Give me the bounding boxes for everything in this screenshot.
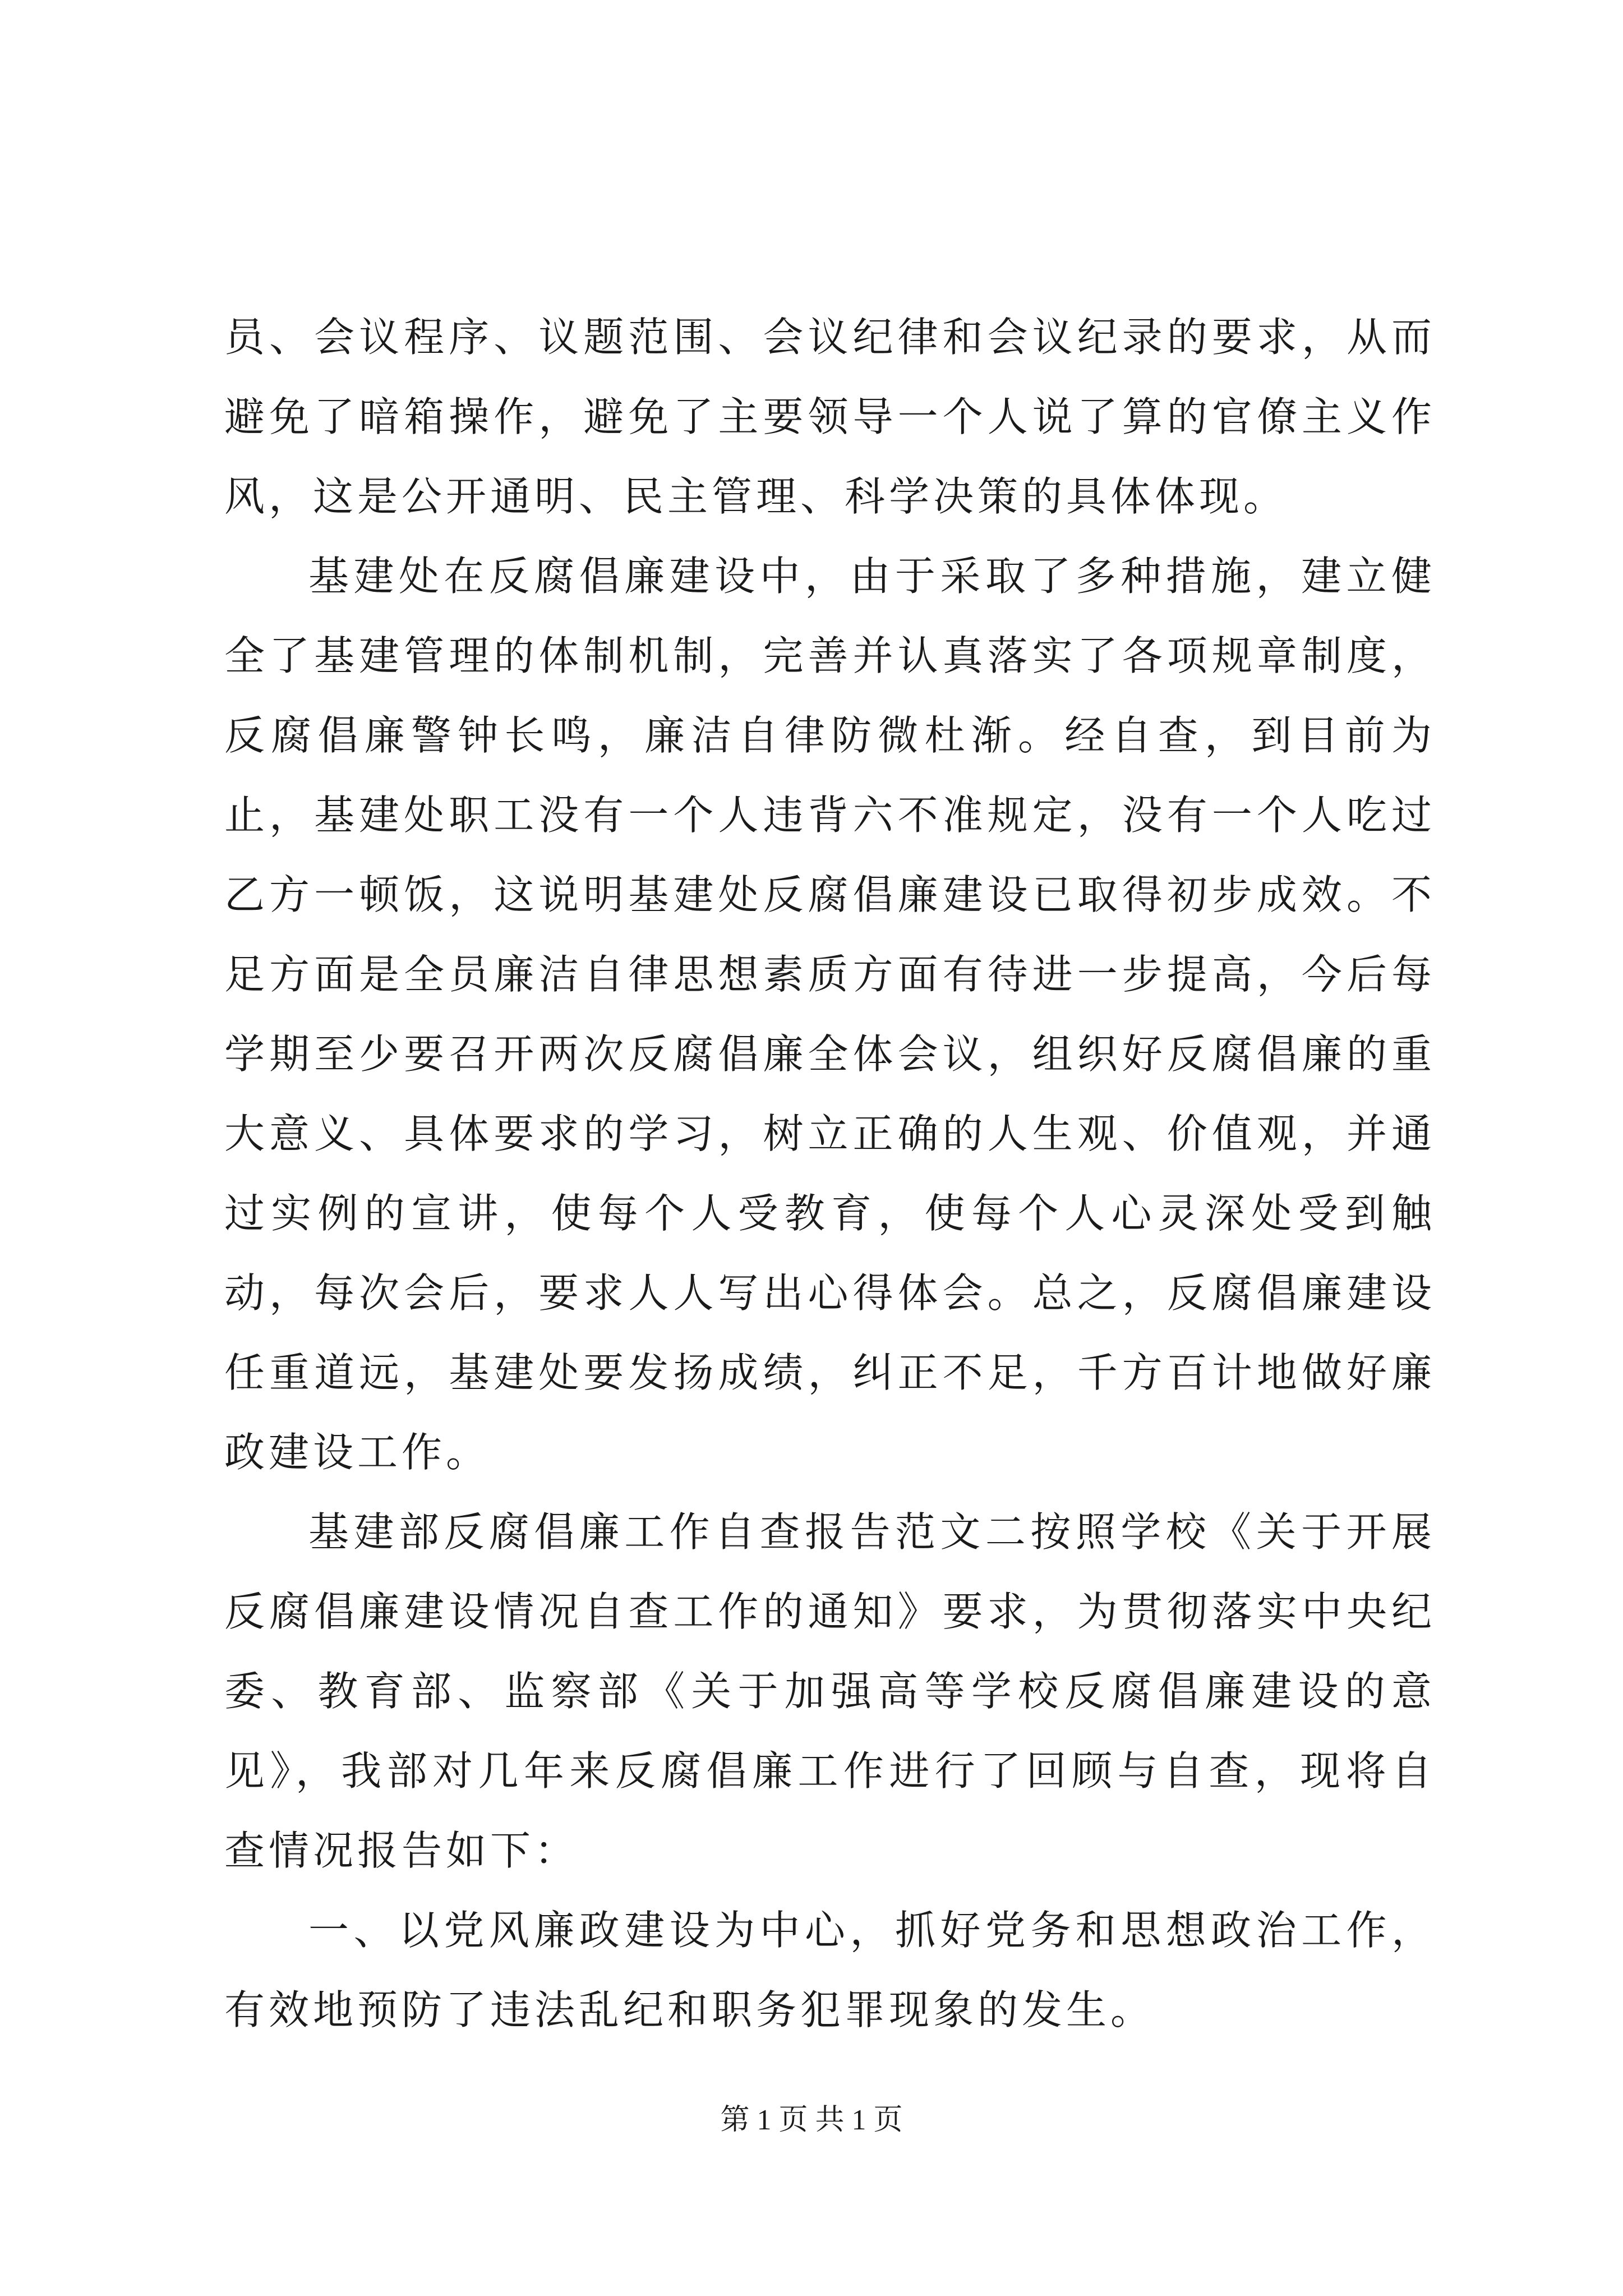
paragraph-section-one: 一、以党风廉政建设为中心，抓好党务和思想政治工作，有效地预防了违法乱纪和职务犯罪现象的发生。 — [224, 1907, 1436, 2033]
paragraph-continuation: 员、会议程序、议题范围、会议纪律和会议纪录的要求，从而避免了暗箱操作，避免了主要领导一个人说了算的官僚主义作风，这是公开通明、民主管理、科学决策的具体体现。 — [224, 314, 1436, 520]
page-number-footer: 第 1 页 共 1 页 — [720, 2104, 903, 2136]
paragraph-self-inspection-summary: 基建处在反腐倡廉建设中，由于采取了多种措施，建立健全了基建管理的体制机制，完善并认真落实了各项规章制度，反腐倡廉警钟长鸣，廉洁自律防微杜渐。经自查，到目前为止，基建处职工没有一个人违背六不准规定，没有一个人吃过乙方一顿饭，这说明基建处反腐倡廉建设已取得初步成效。不足方面是全员廉洁自律思想素质方面有待进一步提高，今后每学期至少要召开两次反腐倡廉全体会议，组织好反腐倡廉的重大意义、具体要求的学习，树立正确的人生观、价值观，并通过实例的宣讲，使每个人受教育，使每个人心灵深处受到触动，每次会后，要求人人写出心得体会。总之，反腐倡廉建设任重道远，基建处要发扬成绩，纠正不足，千方百计地做好廉政建设工作。 — [224, 553, 1436, 1476]
paragraph-report-intro: 基建部反腐倡廉工作自查报告范文二按照学校《关于开展反腐倡廉建设情况自查工作的通知》要求，为贯彻落实中央纪委、教育部、监察部《关于加强高等学校反腐倡廉建设的意见》，我部对几年来反腐倡廉工作进行了回顾与自查，现将自查情况报告如下： — [224, 1508, 1436, 1874]
document-body — [224, 297, 1436, 2050]
